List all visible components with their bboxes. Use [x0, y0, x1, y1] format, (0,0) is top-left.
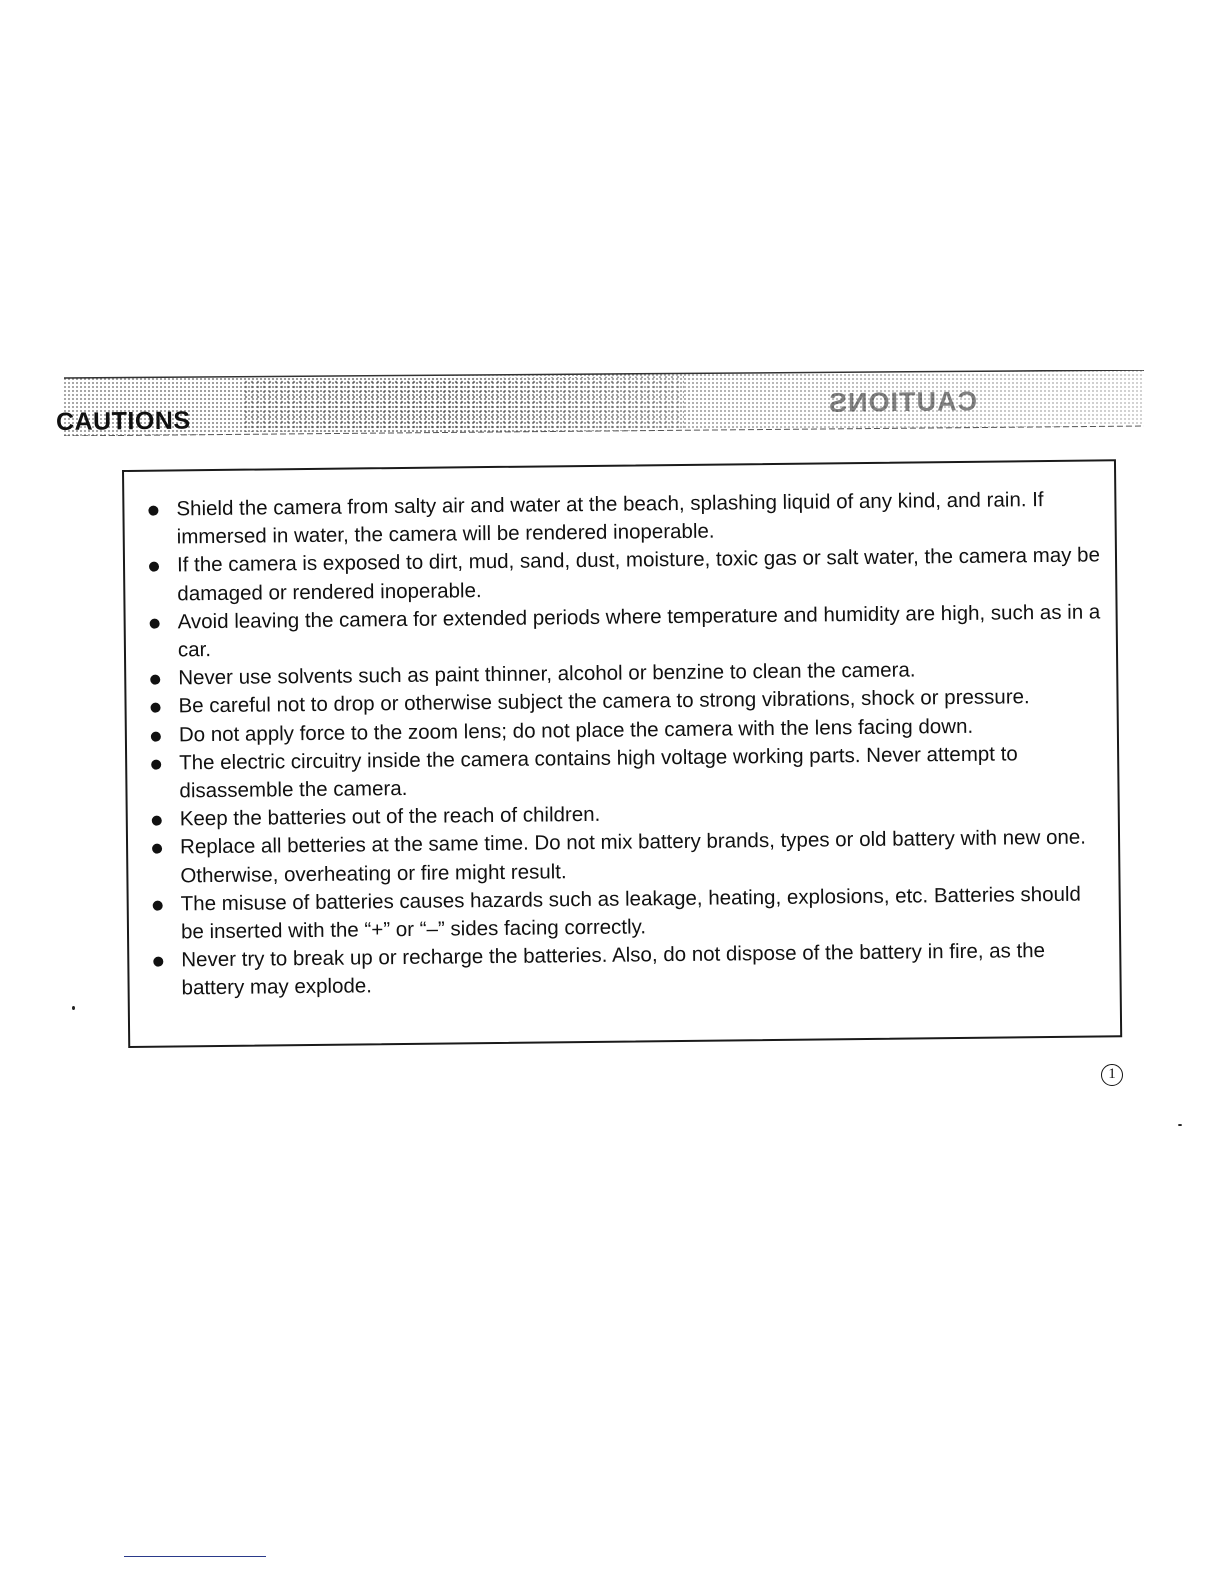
- cautions-list: [146, 485, 1107, 1003]
- footer-rule: [124, 1556, 266, 1557]
- caution-text: Never try to break up or recharge the batteries. Also, do not dispose of the battery in fire, as the battery may explode.: [181, 939, 1046, 1000]
- page-number: 1: [1101, 1064, 1123, 1086]
- caution-text: Never use solvents such as paint thinner, alcohol or benzine to clean the camera.: [178, 658, 916, 690]
- halftone-texture: [64, 370, 1144, 436]
- cautions-box: [122, 459, 1122, 1048]
- bullet-icon: [150, 675, 160, 685]
- caution-item: [151, 937, 1108, 1004]
- bullet-icon: [151, 759, 161, 769]
- caution-text: If the camera is exposed to dirt, mud, sand, dust, moisture, toxic gas or salt water, the camera may be damaged or rendered inoperable.: [176, 543, 1101, 606]
- caution-text: The misuse of batteries causes hazards such as leakage, heating, explosions, etc. Batteries should be inserted with the “+” or “–” sides facing correctly.: [180, 882, 1082, 944]
- bullet-icon: [151, 703, 161, 713]
- bullet-icon: [150, 618, 160, 628]
- bullet-icon: [148, 506, 158, 516]
- caution-item: [150, 824, 1107, 891]
- header-band: [64, 370, 1144, 436]
- caution-text: Be careful not to drop or otherwise subject the camera to strong vibrations, shock or pressure.: [178, 685, 1030, 718]
- caution-item: [151, 880, 1108, 947]
- caution-item: [148, 598, 1105, 665]
- caution-text: Shield the camera from salty air and water at the beach, splashing liquid of any kind, and rain. If immersed in water, the camera will be rendered inoperable.: [176, 488, 1044, 549]
- bullet-icon: [151, 731, 161, 741]
- caution-item: [149, 739, 1106, 806]
- caution-item: [146, 485, 1103, 552]
- section-title-bleed-through: CAUTIONS: [827, 386, 978, 418]
- caution-text: Replace all betteries at the same time. Do not mix battery brands, types or old battery with new one. Otherwise, overheating or fire might result.: [179, 826, 1087, 888]
- caution-text: Avoid leaving the camera for extended periods where temperature and humidity are high, such as in a car.: [177, 600, 1101, 662]
- scan-speck: [1178, 1124, 1182, 1126]
- caution-item: [147, 542, 1104, 609]
- bullet-icon: [153, 957, 163, 967]
- bullet-icon: [152, 816, 162, 826]
- scan-speck: [72, 1006, 75, 1010]
- bullet-icon: [153, 900, 163, 910]
- caution-text: Do not apply force to the zoom lens; do not place the camera with the lens facing down.: [178, 714, 974, 747]
- bullet-icon: [152, 844, 162, 854]
- bullet-icon: [149, 562, 159, 572]
- caution-text: The electric circuitry inside the camera contains high voltage working parts. Never attempt to disassemble the camera.: [179, 742, 1018, 803]
- caution-text: Keep the batteries out of the reach of children.: [179, 803, 601, 831]
- section-title: CAUTIONS: [55, 406, 191, 436]
